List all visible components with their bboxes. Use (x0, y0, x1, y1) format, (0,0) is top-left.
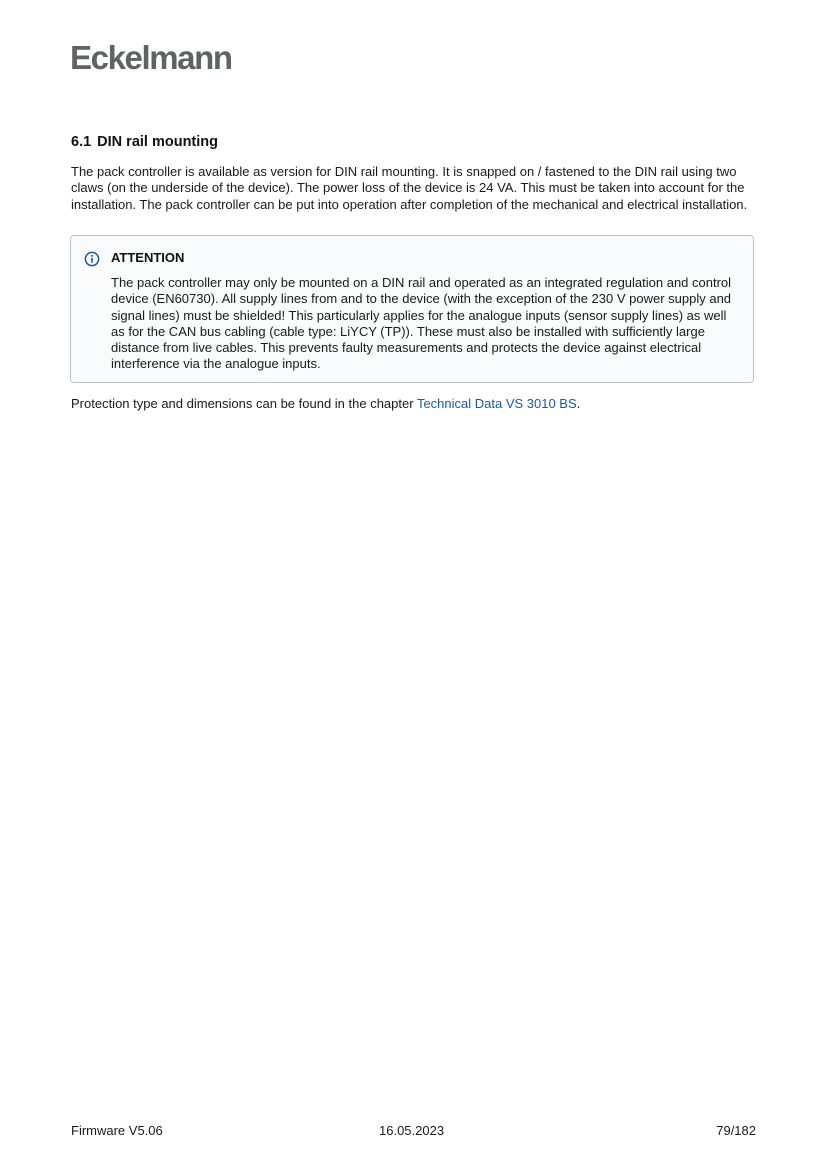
technical-data-link[interactable]: Technical Data VS 3010 BS (416, 396, 577, 411)
footer-firmware: Firmware V5.06 (71, 1123, 163, 1138)
attention-box (70, 235, 754, 383)
reference-text: Protection type and dimensions can be found in the chapter (71, 396, 417, 411)
section-title: DIN rail mounting (97, 134, 219, 150)
attention-title: ATTENTION (111, 250, 185, 265)
footer-date: 16.05.2023 (379, 1123, 445, 1138)
reference-period: . (576, 396, 581, 411)
brand-logo: Eckelmann (70, 39, 232, 76)
attention-text: The pack controller may only be mounted on a DIN rail and operated as an integrated regulation and control device (EN60730). All supply lines from and to the device (with the exception of the 230 V power supply and signal lines) must be shielded! This particularly applies for the analogue inputs (sensor supply lines) as well as for the CAN bus cabling (cable type: LiYCY (TP)). These must also be installed with sufficiently large distance from live cables. This prevents faulty measurements and protects the device against electrical interference via the analogue inputs. (111, 275, 732, 372)
reference-paragraph (71, 396, 580, 412)
section-number: 6.1 (71, 134, 92, 150)
intro-paragraph: The pack controller is available as version for DIN rail mounting. It is snapped on / fastened to the DIN rail using two claws (on the underside of the device). The power loss of the device is 24 VA. This must be taken into account for the installation. The pack controller can be put into operation after completion of the mechanical and electrical installation. (71, 164, 748, 212)
section-heading (71, 133, 218, 151)
footer-page-number: 79/182 (716, 1123, 756, 1138)
info-icon (84, 251, 100, 267)
